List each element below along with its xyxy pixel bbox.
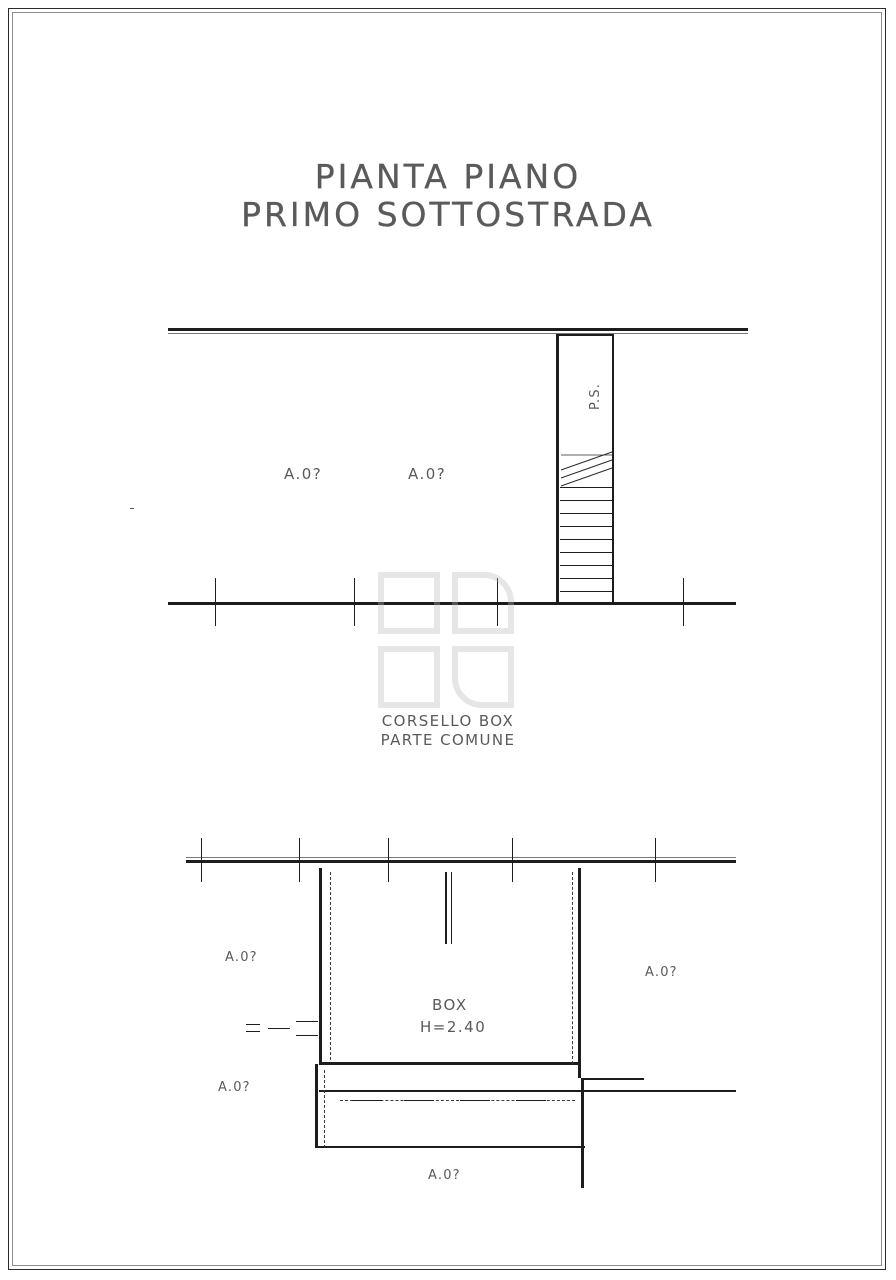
label-lower-left-upper: A.0?: [225, 950, 258, 965]
lower-corridor-right-wall: [581, 1078, 584, 1188]
dimension-tick: [512, 838, 513, 882]
hatch-mark: [268, 1028, 290, 1029]
lower-left-wall-dashed: [324, 1070, 325, 1148]
stair-tread: [560, 526, 612, 527]
upper-plan-left-tick: [130, 508, 134, 509]
stair-tread: [560, 565, 612, 566]
corridor-caption: [0, 712, 896, 750]
box-bottom-wall: [319, 1062, 581, 1065]
watermark-block-a: [378, 572, 440, 634]
upper-plan-top-wall: [168, 328, 748, 331]
lower-corridor-right-extension: [584, 1090, 736, 1092]
stair-tread: [560, 578, 612, 579]
drawing-title: [0, 158, 896, 234]
box-partition-dashed-left: [330, 872, 331, 1060]
hatch-mark: [246, 1031, 260, 1032]
label-lower-bottom: A.0?: [428, 1168, 461, 1183]
lower-corridor-top-wall: [319, 1090, 581, 1092]
lower-left-wall: [315, 1064, 318, 1148]
lower-corridor-right-extension-2: [584, 1078, 644, 1080]
box-partition-dashed-right: [572, 872, 573, 1064]
lower-plan-top-wall: [186, 860, 736, 863]
dimension-tick: [299, 838, 300, 882]
lower-plan-bottom-wall: [315, 1146, 585, 1148]
stair-tread: [560, 513, 612, 514]
box-pilaster: [445, 872, 447, 944]
title-line-2: PRIMO SOTTOSTRADA: [241, 195, 655, 234]
hatch-mark: [296, 1021, 318, 1022]
corridor-caption-line-2: PARTE COMUNE: [380, 731, 516, 749]
hatch-mark: [246, 1024, 260, 1025]
lower-corridor-segment: [352, 1100, 382, 1101]
box-pilaster: [451, 872, 452, 944]
label-lower-left-lower: A.0?: [218, 1080, 251, 1095]
upper-plan-top-wall-shadow: [168, 333, 748, 334]
watermark-block-b: [452, 572, 514, 634]
lower-plan-top-wall-shadow: [186, 857, 736, 858]
label-stair-ps: P.S.: [588, 382, 603, 410]
dimension-tick: [655, 838, 656, 882]
upper-plan-bottom-wall-right: [612, 602, 736, 605]
lower-corridor-segment: [404, 1100, 434, 1101]
label-lower-right: A.0?: [645, 965, 678, 980]
dimension-tick: [388, 838, 389, 882]
watermark-block-d: [452, 646, 514, 708]
stair-tread: [560, 500, 612, 501]
stair-shaft-top-cap: [556, 334, 614, 336]
label-upper-mid: A.0?: [408, 465, 447, 483]
box-right-wall: [578, 868, 581, 1078]
watermark-logo: [378, 572, 518, 712]
title-line-1: PIANTA PIANO: [314, 157, 582, 196]
label-upper-left: A.0?: [284, 465, 323, 483]
stair-tread: [560, 591, 612, 592]
box-left-wall: [319, 868, 322, 1064]
stair-shaft-left-wall: [556, 334, 559, 604]
label-box-name: BOX: [432, 996, 468, 1014]
lower-corridor-segment: [516, 1100, 546, 1101]
dimension-tick: [354, 578, 355, 626]
hatch-mark: [296, 1035, 318, 1036]
stair-shaft-right-wall: [612, 334, 614, 604]
lower-corridor-segment: [460, 1100, 490, 1101]
corridor-caption-line-1: CORSELLO BOX: [381, 712, 515, 730]
watermark-block-c: [378, 646, 440, 708]
label-box-height: H=2.40: [420, 1018, 487, 1036]
dimension-tick: [201, 838, 202, 882]
dimension-tick: [215, 578, 216, 626]
stair-tread: [560, 552, 612, 553]
stair-tread: [560, 539, 612, 540]
stair-tread: [560, 487, 612, 488]
dimension-tick: [683, 578, 684, 626]
